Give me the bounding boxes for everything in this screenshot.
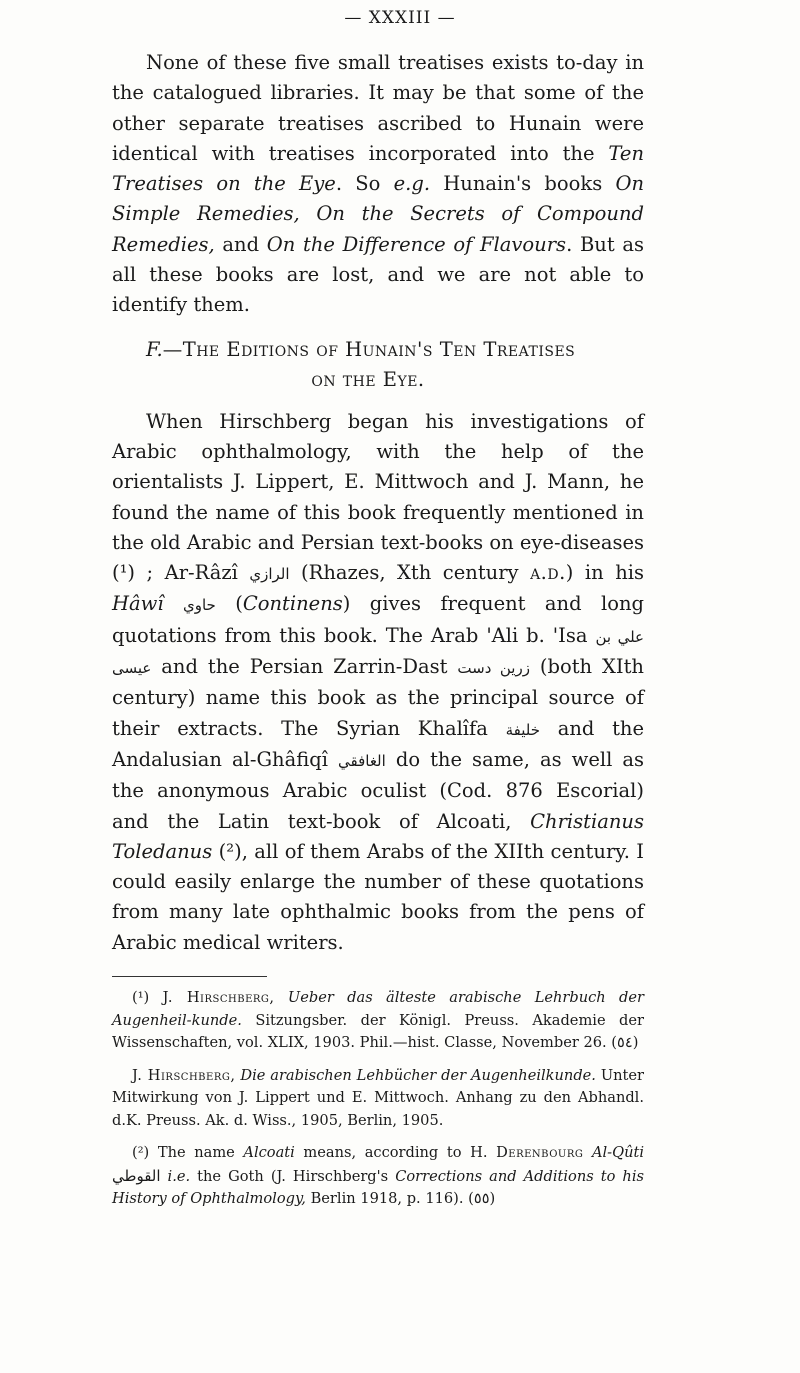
text: do the same, as well as the anonymous Arabic oculist (Cod. 876 Escorial) and the Latin text-book of Alcoati, [112,747,644,833]
text: Unter Mitwirkung von J. Lippert und E. Mittwoch. Anhang zu den Abhandl. d.K. Preuss. Ak. d. Wiss., 1905, Berlin, 1905. [112,1066,644,1129]
text: ) in his [565,561,644,585]
text: the Goth (J. Hirschberg's [190,1167,396,1185]
title-italic: Ten Treatises on the Eye [112,141,644,196]
text [161,1168,168,1185]
text: ( [215,592,243,616]
text: Hunain's books [430,172,616,196]
running-head: — XXXIII — [344,8,456,28]
section-heading [112,335,644,395]
arabic-word: علي بن عيسى [112,627,644,678]
heading-line-2: on the Eye. [311,367,425,391]
text: (both XIth century) name this book as the principal source of their extracts. The Syrian Khalîfa [112,655,644,740]
work-title: Die arabischen Lehbücher der Augenheilkunde. [240,1066,596,1084]
text: None of these five small treatises exists to-day in the catalogued libraries. It may be that some of the other separate treatises ascribed to Hunain were identical with treatises incorporated into the [112,51,644,165]
term-italic: Al-Qûti [591,1144,645,1162]
arabic-word: حاوي [182,596,216,615]
footnote-2 [112,1142,644,1211]
footnote-mark: (¹) [132,989,150,1007]
text: . So [335,172,394,196]
author: Derenbourg [496,1144,584,1162]
arabic-word: الرازي [249,565,290,584]
arabic-word: خليفة [505,720,540,739]
text: The name [149,1144,244,1162]
text: ; Ar-Râzî [135,561,250,585]
arabic-word: زرين دست [457,659,530,678]
text: , all of them Arabs of the XIIth century. I could easily enlarge the number of these quotations from many late ophthalmic books from the pens of Arabic medical writers. [112,839,644,954]
title-italic: Continens [242,592,343,616]
text [583,1144,592,1161]
text: Sitzungsber. der Königl. Preuss. Akademie der Wissenschaften, vol. XLIX, 1903. Phil.—hist. Classe, November 26. (٥٤) [112,1011,644,1052]
arabic-word: الغافقي [337,751,386,770]
paragraph-2 [112,407,644,958]
footnote-mark: (²) [132,1144,150,1162]
term-italic: Alcoati [243,1144,295,1162]
footnote-rule [112,976,267,977]
footnote-1b [112,1065,644,1133]
abbr-italic: e.g. [393,172,431,196]
work-title: Ueber das älteste arabische Lehrbuch der Augenheil-kunde. [112,989,645,1029]
text: means, according to H. [294,1144,497,1162]
text: When Hirschberg began his investigations of Arabic ophthalmology, with the help of the orientalists J. Lippert, E. Mittwoch and J. Mann, he found the name of this book frequently mentioned in the old Arabic and Persian text-books on eye-diseases [112,409,644,554]
author: J. Hirschberg, [132,1066,236,1084]
text: Berlin 1918, p. 116). (٥٥) [305,1190,496,1208]
arabic-word: القوطي [112,1166,161,1185]
work-title: Corrections and Additions to his History of Ophthalmology, [112,1167,644,1208]
text: ) gives frequent and long quotations from this book. The Arab 'Ali b. 'Isa [112,592,644,647]
title-italic: Hâwî [112,592,164,616]
text: and the Persian Zarrin-Dast [151,655,458,679]
title-italic: Christianus Toledanus [112,809,644,863]
title-italic: On the Difference of Flavours [266,232,567,256]
footnote-1 [112,987,644,1055]
footnote-ref: (¹) [112,561,136,585]
section-letter: F. [146,337,163,361]
author: J. Hirschberg, [162,989,275,1007]
text: . But as all these books are lost, and we are not able to identify them. [112,232,644,317]
title-italic: On Simple Remedies, On the Secrets of Compound Remedies, [112,172,644,256]
text: a.d. [530,561,566,585]
text: (Rhazes, Xth century [289,561,531,585]
heading-line-1: —The Editions of Hunain's Ten Treatises [162,337,576,361]
footnotes [112,987,644,1211]
main-text [112,48,644,1221]
abbr-italic: i.e. [167,1167,191,1185]
paragraph-1 [112,48,644,321]
footnote-ref: (²) [218,839,242,863]
text: and the Andalusian al-Ghâfiqî [112,716,645,771]
text: and [214,232,267,256]
